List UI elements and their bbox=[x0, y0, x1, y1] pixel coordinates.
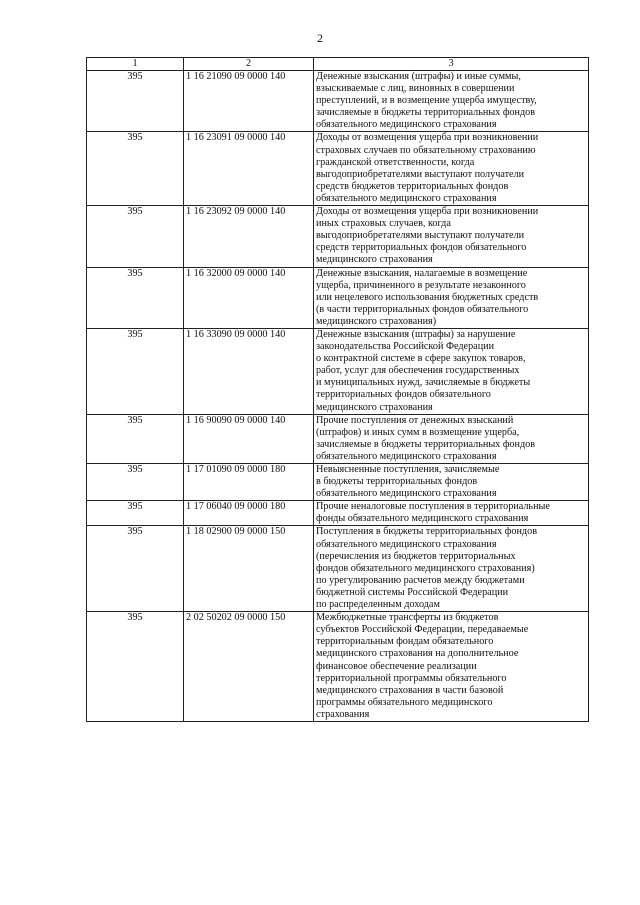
table-row bbox=[87, 464, 589, 501]
cell-budget-code: 2 02 50202 09 0000 150 bbox=[184, 612, 314, 722]
cell-budget-code: 1 16 32000 09 0000 140 bbox=[184, 267, 314, 328]
cell-revenue-name bbox=[314, 206, 589, 267]
revenue-name-line: по распределенным доходам bbox=[316, 599, 440, 611]
revenue-name-line: фондов обязательного медицинского страхования) bbox=[316, 562, 535, 574]
revenue-name-line: взыскиваемые с лиц, виновных в совершении bbox=[316, 83, 515, 95]
revenue-name-line: преступлений, и в возмещение ущерба имуществу, bbox=[316, 95, 537, 107]
cell-budget-code: 1 16 90090 09 0000 140 bbox=[184, 414, 314, 463]
revenue-name-line: выгодоприобретателями выступают получатели bbox=[316, 168, 525, 180]
revenue-name-line: (в части территориальных фондов обязательного bbox=[316, 303, 529, 315]
revenue-name-line: зачисляемые в бюджеты территориальных фондов bbox=[316, 107, 536, 119]
table-row bbox=[87, 328, 589, 414]
cell-revenue-name bbox=[314, 71, 589, 132]
revenue-name-line: в бюджеты территориальных фондов bbox=[316, 476, 478, 488]
cell-chapter-code: 395 bbox=[87, 612, 184, 722]
revenue-name-line: Межбюджетные трансферты из бюджетов bbox=[316, 612, 499, 624]
revenue-name-line: гражданской ответственности, когда bbox=[316, 156, 475, 168]
revenue-name-line: по урегулированию расчетов между бюджетами bbox=[316, 574, 525, 586]
cell-revenue-name bbox=[314, 414, 589, 463]
cell-budget-code: 1 16 21090 09 0000 140 bbox=[184, 71, 314, 132]
revenue-name-line: обязательного медицинского страхования bbox=[316, 488, 497, 500]
revenue-name-line: территориальным фондам обязательного bbox=[316, 636, 494, 648]
revenue-name-line: Доходы от возмещения ущерба при возникновении bbox=[316, 132, 539, 144]
cell-revenue-name bbox=[314, 526, 589, 612]
revenue-name-line: обязательного медицинского страхования bbox=[316, 119, 497, 131]
revenue-name-line: страховых случаев по обязательному страхованию bbox=[316, 144, 536, 156]
cell-budget-code: 1 17 01090 09 0000 180 bbox=[184, 464, 314, 501]
revenue-name-line: медицинского страхования на дополнительное bbox=[316, 648, 519, 660]
revenue-name-line: выгодоприобретателями выступают получатели bbox=[316, 230, 525, 242]
revenue-name-line: иных страховых случаев, когда bbox=[316, 218, 451, 230]
column-header-3: 3 bbox=[314, 58, 589, 71]
column-header-2: 2 bbox=[184, 58, 314, 71]
revenue-name-line: Прочие неналоговые поступления в территориальные bbox=[316, 501, 550, 513]
cell-revenue-name bbox=[314, 501, 589, 526]
revenue-name-line: Доходы от возмещения ущерба при возникновении bbox=[316, 206, 539, 218]
table-row bbox=[87, 612, 589, 722]
table-row bbox=[87, 267, 589, 328]
cell-budget-code: 1 16 33090 09 0000 140 bbox=[184, 328, 314, 414]
cell-revenue-name bbox=[314, 328, 589, 414]
table-row bbox=[87, 501, 589, 526]
table-row bbox=[87, 206, 589, 267]
cell-budget-code: 1 16 23091 09 0000 140 bbox=[184, 132, 314, 206]
revenue-name-line: территориальных фондов обязательного bbox=[316, 389, 491, 401]
revenue-name-line: зачисляемые в бюджеты территориальных фондов bbox=[316, 438, 536, 450]
cell-chapter-code: 395 bbox=[87, 501, 184, 526]
table-row bbox=[87, 526, 589, 612]
revenue-name-line: средств территориальных фондов обязательного bbox=[316, 242, 527, 254]
column-header-1: 1 bbox=[87, 58, 184, 71]
revenue-name-line: медицинского страхования) bbox=[316, 315, 437, 327]
budget-classification-table bbox=[86, 57, 589, 722]
cell-chapter-code: 395 bbox=[87, 414, 184, 463]
table-header-row bbox=[87, 58, 589, 71]
revenue-name-line: Поступления в бюджеты территориальных фондов bbox=[316, 526, 538, 538]
revenue-name-line: обязательного медицинского страхования bbox=[316, 538, 497, 550]
cell-chapter-code: 395 bbox=[87, 526, 184, 612]
revenue-name-line: обязательного медицинского страхования bbox=[316, 450, 497, 462]
cell-chapter-code: 395 bbox=[87, 328, 184, 414]
revenue-name-line: страхования bbox=[316, 708, 370, 720]
cell-chapter-code: 395 bbox=[87, 267, 184, 328]
revenue-name-line: финансовое обеспечение реализации bbox=[316, 660, 477, 672]
revenue-name-line: законодательства Российской Федерации bbox=[316, 341, 495, 353]
revenue-name-line: программы обязательного медицинского bbox=[316, 696, 493, 708]
cell-chapter-code: 395 bbox=[87, 206, 184, 267]
revenue-name-line: ущерба, причиненного в результате незаконного bbox=[316, 279, 526, 291]
cell-budget-code: 1 18 02900 09 0000 150 bbox=[184, 526, 314, 612]
revenue-name-line: Денежные взыскания (штрафы) и иные суммы, bbox=[316, 71, 521, 82]
cell-budget-code: 1 17 06040 09 0000 180 bbox=[184, 501, 314, 526]
cell-budget-code: 1 16 23092 09 0000 140 bbox=[184, 206, 314, 267]
cell-chapter-code: 395 bbox=[87, 464, 184, 501]
revenue-name-line: работ, услуг для обеспечения государственных bbox=[316, 365, 520, 377]
table-row bbox=[87, 414, 589, 463]
revenue-name-line: медицинского страхования в части базовой bbox=[316, 684, 504, 696]
revenue-name-line: Денежные взыскания (штрафы) за нарушение bbox=[316, 328, 516, 340]
page-number: 2 bbox=[317, 31, 323, 45]
table-row bbox=[87, 132, 589, 206]
revenue-name-line: или нецелевого использования бюджетных средств bbox=[316, 291, 539, 303]
revenue-name-line: Денежные взыскания, налагаемые в возмещение bbox=[316, 267, 528, 279]
cell-revenue-name bbox=[314, 132, 589, 206]
table-body bbox=[87, 71, 589, 722]
cell-revenue-name bbox=[314, 464, 589, 501]
revenue-name-line: бюджетной системы Российской Федерации bbox=[316, 586, 509, 598]
revenue-name-line: территориальной программы обязательного bbox=[316, 672, 507, 684]
revenue-name-line: обязательного медицинского страхования bbox=[316, 192, 497, 204]
cell-revenue-name bbox=[314, 267, 589, 328]
table-row bbox=[87, 71, 589, 132]
revenue-name-line: Невыясненные поступления, зачисляемые bbox=[316, 464, 500, 475]
cell-revenue-name bbox=[314, 612, 589, 722]
revenue-name-line: о контрактной системе в сфере закупок товаров, bbox=[316, 353, 526, 365]
cell-chapter-code: 395 bbox=[87, 71, 184, 132]
cell-chapter-code: 395 bbox=[87, 132, 184, 206]
revenue-name-line: фонды обязательного медицинского страхования bbox=[316, 513, 529, 525]
revenue-name-line: (штрафов) и иных сумм в возмещение ущерба, bbox=[316, 426, 520, 438]
revenue-name-line: Прочие поступления от денежных взысканий bbox=[316, 414, 514, 426]
revenue-name-line: медицинского страхования bbox=[316, 401, 433, 413]
revenue-name-line: субъектов Российской Федерации, передаваемые bbox=[316, 624, 529, 636]
revenue-name-line: средств бюджетов территориальных фондов bbox=[316, 180, 509, 192]
revenue-name-line: медицинского страхования bbox=[316, 254, 433, 266]
revenue-name-line: и муниципальных нужд, зачисляемые в бюджеты bbox=[316, 377, 531, 389]
revenue-name-line: (перечисления из бюджетов территориальных bbox=[316, 550, 516, 562]
